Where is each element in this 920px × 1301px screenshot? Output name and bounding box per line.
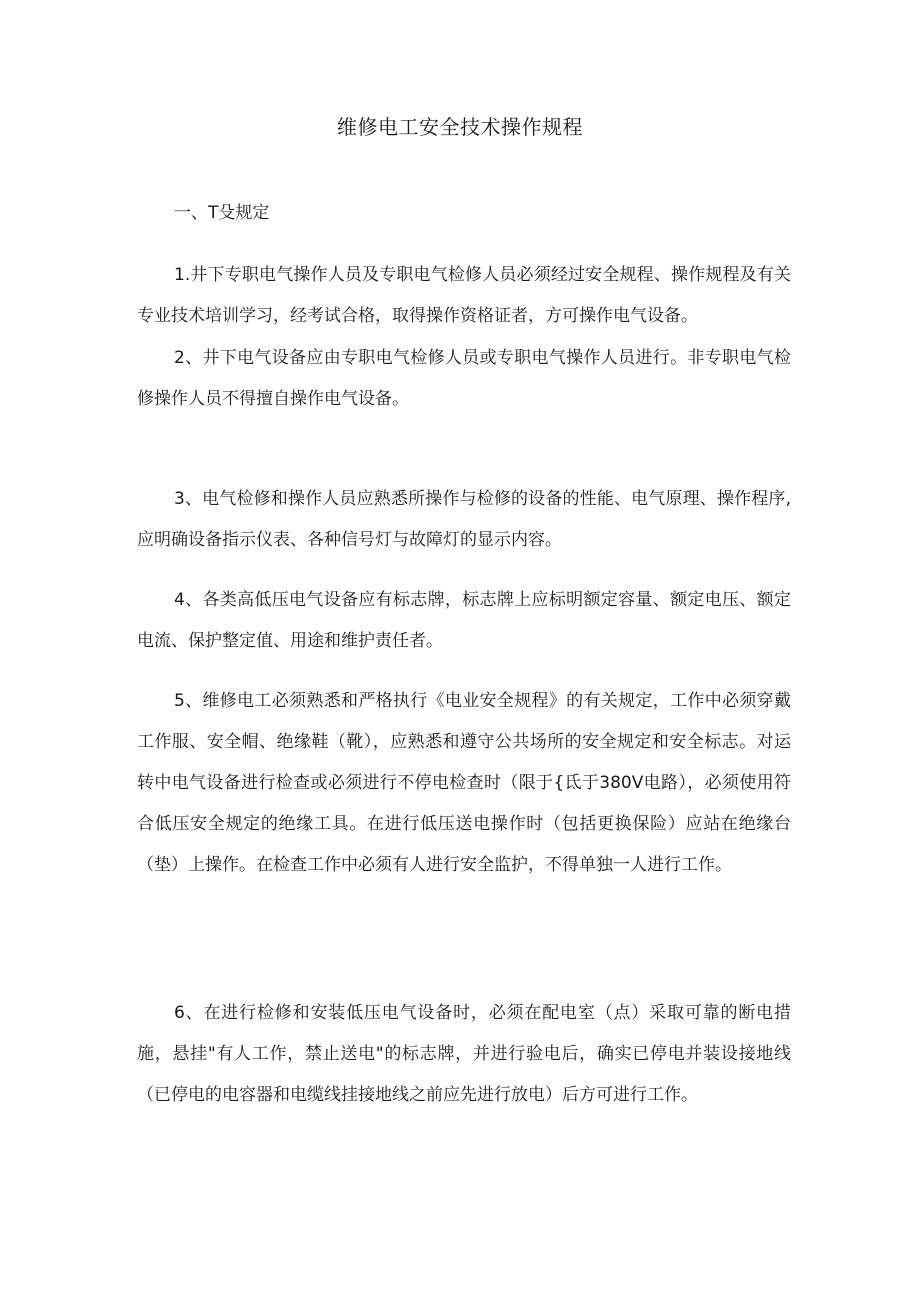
document-title: 维修电工安全技术操作规程 — [337, 115, 583, 139]
paragraph-4: 4、各类高低压电气设备应有标志牌，标志牌上应标明额定容量、额定电压、额定电流、保护整定值、用途和维护责任者。 — [137, 590, 791, 651]
paragraph-1: 1.井下专职电气操作人员及专职电气检修人员必须经过安全规程、操作规程及有关专业技术培训学习，经考试合格，取得操作资格证者，方可操作电气设备。 — [137, 265, 791, 326]
section-heading: 一、T殳规定 — [174, 203, 270, 223]
paragraph-3: 3、电气检修和操作人员应熟悉所操作与检修的设备的性能、电气原理、操作程序,应明确设备指示仪表、各种信号灯与故障灯的显示内容。 — [137, 489, 791, 550]
paragraph-2: 2、井下电气设备应由专职电气检修人员或专职电气操作人员进行。非专职电气检修操作人员不得擅自操作电气设备。 — [137, 348, 791, 409]
paragraph-6: 6、在进行检修和安装低压电气设备时，必须在配电室（点）采取可靠的断电措施，悬挂"有人工作，禁止送电"的标志牌，并进行验电后，确实已停电并装设接地线（已停电的电容器和电缆线挂接地线之前应先进行放电）后方可进行工作。 — [137, 1003, 791, 1105]
paragraph-5: 5、维修电工必须熟悉和严格执行《电业安全规程》的有关规定，工作中必须穿戴工作服、安全帽、绝缘鞋（靴），应熟悉和遵守公共场所的安全规定和安全标志。对运转中电气设备进行检查或必须进行不停电检查时（限于{氐于380V电路），必须使用符合低压安全规定的绝缘工具。在进行低压送电操作时（包括更换保险）应站在绝缘台（垫）上操作。在检查工作中必须有人进行安全监护，不得单独一人进行工作。 — [137, 691, 791, 875]
